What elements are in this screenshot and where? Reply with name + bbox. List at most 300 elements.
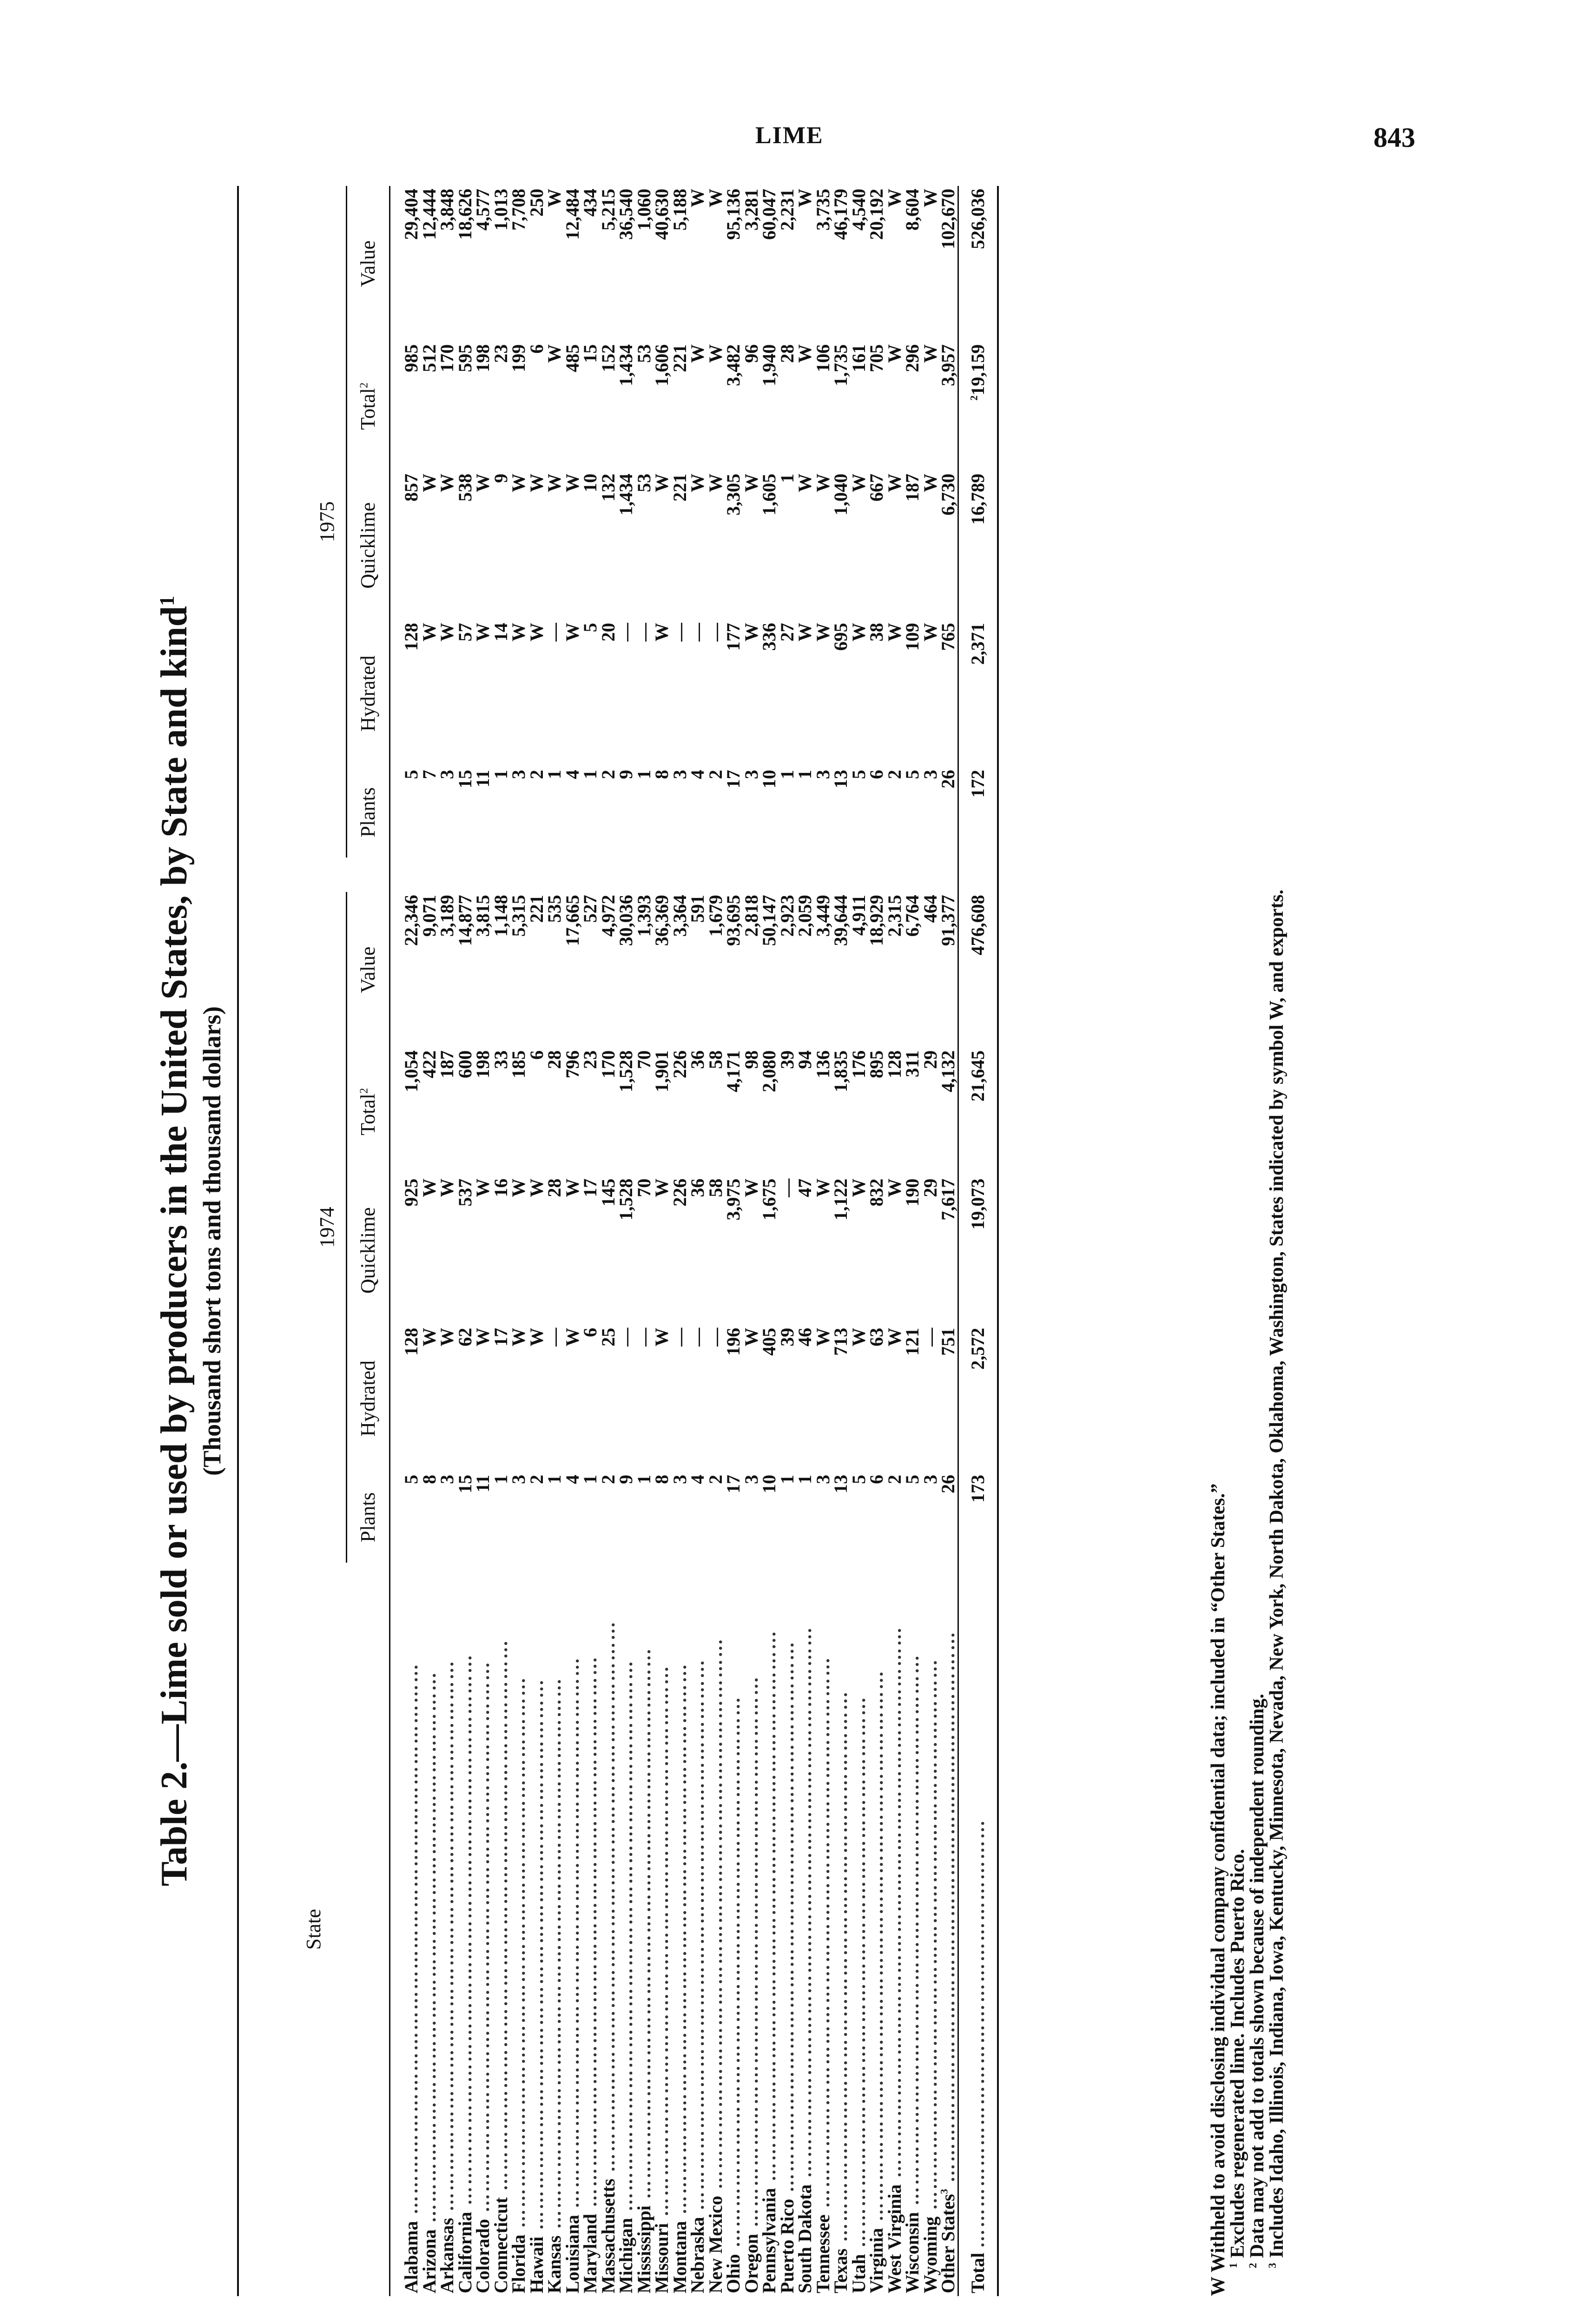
cell-t75: 485 xyxy=(561,344,583,372)
cell-p74: 3 xyxy=(436,1474,457,1484)
cell-q75: 1,605 xyxy=(759,473,779,515)
state-name: Missouri ……………………………………………………………………… xyxy=(651,1664,672,2293)
cell-p74: 3 xyxy=(919,1474,941,1484)
cell-p75: 1 xyxy=(633,770,654,779)
cell-p75: 11 xyxy=(472,770,493,788)
cell-t74: 796 xyxy=(561,1050,583,1078)
cell-v74: 3,364 xyxy=(669,895,690,937)
cell-t75: 1,434 xyxy=(615,344,636,386)
cell-t75: 106 xyxy=(812,344,833,372)
cell-p74: 2 xyxy=(526,1474,547,1484)
cell-p75: 10 xyxy=(759,770,779,789)
total-value-1975: 526,036 xyxy=(958,186,998,342)
cell-v74: 591 xyxy=(687,895,708,923)
cell-v75: 95,136 xyxy=(723,189,744,240)
table-row xyxy=(814,186,832,2296)
state-name: Tennessee ……………………………………………………………………… xyxy=(812,1656,833,2293)
cell-h74: 25 xyxy=(597,1327,619,1347)
cell-t75: 96 xyxy=(740,344,762,363)
col-value-1974: Value xyxy=(347,892,390,1048)
table-row xyxy=(725,186,743,2296)
cell-h74: — xyxy=(919,1327,941,1347)
table-row xyxy=(922,186,940,2296)
cell-q74: 1,528 xyxy=(615,1178,636,1221)
cell-h74: 713 xyxy=(830,1327,851,1356)
cell-v74: 2,059 xyxy=(794,895,815,937)
table-row xyxy=(635,186,654,2296)
cell-t75: 28 xyxy=(776,344,798,363)
cell-t75: 705 xyxy=(866,344,887,372)
cell-q74: 17 xyxy=(580,1178,601,1197)
cell-v75: 3,735 xyxy=(812,189,833,231)
cell-h75: W xyxy=(508,623,529,642)
cell-h74: 751 xyxy=(937,1327,958,1356)
state-name: Puerto Rico ……………………………………………………………………… xyxy=(776,1640,798,2293)
cell-t75: 221 xyxy=(669,344,690,372)
col-hydrated-1974: Hydrated xyxy=(347,1325,390,1472)
cell-h75: W xyxy=(526,623,547,642)
state-name: Utah ……………………………………………………………………… xyxy=(848,1695,869,2293)
cell-v75: 434 xyxy=(580,189,601,217)
cell-t75: 3,957 xyxy=(937,344,958,386)
cell-t75: 595 xyxy=(454,344,475,372)
cell-t75: 1,606 xyxy=(651,344,672,386)
cell-h74: — xyxy=(669,1327,690,1347)
cell-p74: 9 xyxy=(615,1474,636,1484)
cell-v75: 4,577 xyxy=(472,189,493,231)
cell-p74: 10 xyxy=(759,1474,779,1493)
total-row xyxy=(958,186,998,2296)
cell-p75: 26 xyxy=(937,770,958,789)
state-name: Colorado ……………………………………………………………………… xyxy=(472,1660,493,2293)
cell-t75: 296 xyxy=(902,344,923,372)
page-number: 843 xyxy=(1373,122,1415,153)
state-name: Montana ……………………………………………………………………… xyxy=(669,1662,690,2293)
cell-p74: 17 xyxy=(723,1474,744,1493)
cell-t74: 4,171 xyxy=(723,1050,744,1092)
cell-v74: 464 xyxy=(919,895,941,923)
cell-t74: 6 xyxy=(526,1050,547,1060)
cell-v75: 102,670 xyxy=(937,189,958,249)
cell-p74: 5 xyxy=(401,1474,422,1484)
cell-q74: W xyxy=(526,1178,547,1197)
running-head: LIME xyxy=(755,122,824,149)
state-name: Massachusetts ……………………………………………………………………… xyxy=(597,1620,619,2293)
cell-v74: 14,877 xyxy=(454,895,475,946)
state-column-header: State xyxy=(238,1563,390,2296)
col-value-1975: Value xyxy=(347,186,390,342)
cell-h75: W xyxy=(436,623,457,642)
cell-t75: 6 xyxy=(526,344,547,354)
cell-t74: 185 xyxy=(508,1050,529,1078)
total-quicklime-1975: 16,789 xyxy=(958,471,998,620)
table-row xyxy=(743,186,761,2296)
cell-t75: 198 xyxy=(472,344,493,372)
cell-h75: 14 xyxy=(490,623,511,642)
cell-p75: 1 xyxy=(794,770,815,779)
table-row xyxy=(671,186,689,2296)
cell-v75: 36,540 xyxy=(615,189,636,240)
cell-h75: 177 xyxy=(723,623,744,651)
cell-v74: 527 xyxy=(580,895,601,923)
cell-p75: 3 xyxy=(508,770,529,779)
cell-h74: W xyxy=(848,1327,869,1347)
table-row xyxy=(456,186,475,2296)
rotated-table-block xyxy=(144,186,1343,2296)
cell-q75: W xyxy=(544,473,565,492)
year-header-1975: 1975 xyxy=(309,186,347,858)
cell-t75: 152 xyxy=(597,344,619,372)
cell-h74: — xyxy=(633,1327,654,1347)
cell-v75: 1,060 xyxy=(633,189,654,231)
cell-t74: 33 xyxy=(490,1050,511,1069)
table-row xyxy=(528,186,546,2296)
cell-h75: W xyxy=(561,623,583,642)
cell-q75: W xyxy=(740,473,762,492)
cell-v75: 60,047 xyxy=(759,189,779,240)
cell-t74: 23 xyxy=(580,1050,601,1069)
col-total-1974: Total$^2$ xyxy=(347,1048,390,1176)
cell-h75: — xyxy=(615,623,636,642)
cell-t74: 1,835 xyxy=(830,1050,851,1092)
state-name: Louisiana ……………………………………………………………………… xyxy=(561,1656,583,2293)
cell-p74: 4 xyxy=(561,1474,583,1484)
cell-q74: 70 xyxy=(633,1178,654,1197)
cell-h75: 128 xyxy=(401,623,422,651)
table-row xyxy=(904,186,922,2296)
cell-v74: 4,972 xyxy=(597,895,619,937)
cell-q74: 7,617 xyxy=(937,1178,958,1221)
cell-v75: 12,444 xyxy=(418,189,440,240)
cell-v74: 50,147 xyxy=(759,895,779,946)
cell-p74: 3 xyxy=(508,1474,529,1484)
cell-q75: W xyxy=(418,473,440,492)
cell-v75: 7,708 xyxy=(508,189,529,231)
cell-v75: 5,188 xyxy=(669,189,690,231)
cell-v74: 93,695 xyxy=(723,895,744,946)
cell-p74: 5 xyxy=(902,1474,923,1484)
table-row xyxy=(617,186,635,2296)
cell-q75: 1 xyxy=(776,473,798,483)
cell-h75: — xyxy=(705,623,726,642)
cell-t75: 1,940 xyxy=(759,344,779,386)
cell-q74: W xyxy=(848,1178,869,1197)
table-row xyxy=(850,186,868,2296)
cell-v74: 22,346 xyxy=(401,895,422,946)
cell-h75: W xyxy=(794,623,815,642)
cell-v75: 1,013 xyxy=(490,189,511,231)
cell-h75: W xyxy=(884,623,905,642)
state-name: Florida ……………………………………………………………………… xyxy=(508,1676,529,2293)
cell-h74: 121 xyxy=(902,1327,923,1356)
cell-p74: 2 xyxy=(597,1474,619,1484)
cell-p75: 1 xyxy=(776,770,798,779)
cell-h75: W xyxy=(848,623,869,642)
cell-h75: 109 xyxy=(902,623,923,651)
state-name: Connecticut ……………………………………………………………………… xyxy=(490,1638,511,2293)
state-name: Nebraska ……………………………………………………………………… xyxy=(687,1658,708,2293)
cell-q75: W xyxy=(508,473,529,492)
col-plants-1974: Plants xyxy=(347,1472,390,1563)
cell-p75: 3 xyxy=(740,770,762,779)
cell-h75: 27 xyxy=(776,623,798,642)
cell-h74: W xyxy=(436,1327,457,1347)
cell-p75: 1 xyxy=(580,770,601,779)
cell-v74: 39,644 xyxy=(830,895,851,946)
cell-q75: W xyxy=(884,473,905,492)
cell-q75: 667 xyxy=(866,473,887,502)
cell-h74: 46 xyxy=(794,1327,815,1347)
cell-t74: 311 xyxy=(902,1050,923,1077)
cell-p75: 17 xyxy=(723,770,744,789)
cell-t74: 28 xyxy=(544,1050,565,1069)
cell-t74: 39 xyxy=(776,1050,798,1069)
total-total-1974: 21,645 xyxy=(958,1048,998,1176)
cell-v75: 12,484 xyxy=(561,189,583,240)
cell-p75: 3 xyxy=(812,770,833,779)
table-row xyxy=(600,186,618,2296)
cell-q74: W xyxy=(472,1178,493,1197)
cell-t74: 600 xyxy=(454,1050,475,1078)
cell-q74: 190 xyxy=(902,1178,923,1207)
cell-h74: W xyxy=(418,1327,440,1347)
cell-t75: W xyxy=(687,344,708,363)
cell-h75: 57 xyxy=(454,623,475,642)
cell-v74: 1,393 xyxy=(633,895,654,937)
cell-q74: 145 xyxy=(597,1178,619,1207)
cell-p75: 5 xyxy=(902,770,923,779)
cell-q75: W xyxy=(848,473,869,492)
state-name: Texas ……………………………………………………………………… xyxy=(830,1690,851,2293)
cell-h74: W xyxy=(508,1327,529,1347)
cell-p75: 1 xyxy=(490,770,511,779)
cell-v75: 3,848 xyxy=(436,189,457,231)
state-name: Alabama ……………………………………………………………………… xyxy=(401,1662,422,2293)
state-name: South Dakota ……………………………………………………………………… xyxy=(794,1625,815,2293)
cell-q75: 6,730 xyxy=(937,473,958,515)
cell-q75: 132 xyxy=(597,473,619,502)
cell-p74: 3 xyxy=(669,1474,690,1484)
cell-p75: 1 xyxy=(544,770,565,779)
cell-v75: W xyxy=(687,189,708,207)
footnotes xyxy=(1208,186,1287,2296)
cell-p74: 8 xyxy=(418,1474,440,1484)
table-row xyxy=(886,186,904,2296)
state-name: Ohio ……………………………………………………………………… xyxy=(723,1695,744,2293)
cell-h74: W xyxy=(651,1327,672,1347)
cell-q74: W xyxy=(884,1178,905,1197)
col-total-1975: Total$^2$ xyxy=(347,342,390,471)
total-hydrated-1975: 2,371 xyxy=(958,620,998,767)
cell-q75: 1,040 xyxy=(830,473,851,515)
total-hydrated-1974: 2,572 xyxy=(958,1325,998,1472)
cell-q75: W xyxy=(794,473,815,492)
cell-t75: W xyxy=(705,344,726,363)
cell-p75: 3 xyxy=(919,770,941,779)
cell-h74: W xyxy=(526,1327,547,1347)
state-name: Mississippi ……………………………………………………………………… xyxy=(633,1647,654,2293)
cell-q75: 53 xyxy=(633,473,654,492)
table-row xyxy=(689,186,707,2296)
cell-h75: 20 xyxy=(597,623,619,642)
cell-h74: W xyxy=(812,1327,833,1347)
cell-p74: 1 xyxy=(776,1474,798,1484)
cell-p74: 3 xyxy=(812,1474,833,1484)
cell-p74: 8 xyxy=(651,1474,672,1484)
cell-p74: 1 xyxy=(490,1474,511,1484)
footnote-1: $^1$ Excludes regenerated lime. Includes Puerto Rico. xyxy=(1227,1849,1248,2268)
cell-v74: 17,665 xyxy=(561,895,583,946)
cell-t75: 170 xyxy=(436,344,457,372)
cell-v74: 1,679 xyxy=(705,895,726,937)
cell-h74: — xyxy=(687,1327,708,1347)
cell-h75: 336 xyxy=(759,623,779,651)
cell-t75: 23 xyxy=(490,344,511,363)
table-body xyxy=(390,186,958,2296)
cell-p74: 15 xyxy=(454,1474,475,1493)
cell-h75: — xyxy=(687,623,708,642)
cell-p74: 5 xyxy=(848,1474,869,1484)
table-row xyxy=(653,186,671,2296)
table-caption xyxy=(153,186,226,2296)
year-header-1974: 1974 xyxy=(309,892,347,1563)
cell-h75: W xyxy=(418,623,440,642)
cell-t74: 1,528 xyxy=(615,1050,636,1092)
cell-p75: 3 xyxy=(669,770,690,779)
cell-t74: 1,054 xyxy=(401,1050,422,1092)
cell-v74: 2,923 xyxy=(776,895,798,937)
total-plants-1974: 173 xyxy=(958,1472,998,1563)
cell-v75: 5,215 xyxy=(597,189,619,231)
cell-t74: 198 xyxy=(472,1050,493,1078)
cell-v74: 36,369 xyxy=(651,895,672,946)
cell-v74: 2,818 xyxy=(740,895,762,937)
cell-t74: 187 xyxy=(436,1050,457,1078)
cell-t74: 98 xyxy=(740,1050,762,1069)
cell-q75: W xyxy=(812,473,833,492)
cell-p75: 3 xyxy=(436,770,457,779)
cell-h74: — xyxy=(615,1327,636,1347)
cell-q75: W xyxy=(436,473,457,492)
cell-q74: 832 xyxy=(866,1178,887,1207)
state-name: Other States$^3$ ……………………………………………………………………… xyxy=(937,1630,958,2293)
cell-t75: 161 xyxy=(848,344,869,372)
cell-q74: 1,122 xyxy=(830,1178,851,1221)
cell-p75: 4 xyxy=(687,770,708,779)
table-row xyxy=(564,186,582,2296)
cell-h75: — xyxy=(633,623,654,642)
cell-q74: 29 xyxy=(919,1178,941,1197)
table-row xyxy=(546,186,564,2296)
table-row xyxy=(779,186,797,2296)
cell-t75: W xyxy=(544,344,565,363)
cell-p75: 2 xyxy=(597,770,619,779)
cell-t74: 136 xyxy=(812,1050,833,1078)
cell-q74: 925 xyxy=(401,1178,422,1207)
cell-q74: W xyxy=(436,1178,457,1197)
table-row xyxy=(390,186,421,2296)
cell-h74: W xyxy=(884,1327,905,1347)
cell-q75: 221 xyxy=(669,473,690,502)
cell-q75: W xyxy=(526,473,547,492)
cell-v74: 18,929 xyxy=(866,895,887,946)
cell-q75: W xyxy=(561,473,583,492)
cell-q74: 58 xyxy=(705,1178,726,1197)
cell-t75: 985 xyxy=(401,344,422,372)
state-name: Arkansas ……………………………………………………………………… xyxy=(436,1659,457,2293)
cell-v74: 3,449 xyxy=(812,895,833,937)
cell-q75: W xyxy=(651,473,672,492)
col-hydrated-1975: Hydrated xyxy=(347,620,390,767)
cell-q74: W xyxy=(651,1178,672,1197)
cell-q75: 187 xyxy=(902,473,923,502)
cell-p74: 1 xyxy=(580,1474,601,1484)
state-name: Oregon ……………………………………………………………………… xyxy=(740,1675,762,2293)
cell-p75: 6 xyxy=(866,770,887,779)
cell-t74: 128 xyxy=(884,1050,905,1078)
cell-h74: 405 xyxy=(759,1327,779,1356)
table-row xyxy=(492,186,510,2296)
cell-p75: 13 xyxy=(830,770,851,789)
cell-p74: 2 xyxy=(705,1474,726,1484)
state-name: West Virginia ……………………………………………………………………… xyxy=(884,1625,905,2293)
total-total-1975: $^2$19,159 xyxy=(958,342,998,471)
cell-h75: W xyxy=(812,623,833,642)
cell-v75: W xyxy=(794,189,815,207)
cell-t74: 422 xyxy=(418,1050,440,1078)
table-row xyxy=(939,186,958,2296)
cell-v74: 3,815 xyxy=(472,895,493,937)
footnote-3: $^3$ Includes Idaho, Illinois, Indiana, Iowa, Kentucky, Minnesota, Nevada, New York, North Dakota, Oklahoma, Washington, States indicated by symbol W, and exports. xyxy=(1266,889,1287,2268)
table-row xyxy=(707,186,725,2296)
cell-p75: 7 xyxy=(418,770,440,779)
cell-t74: 29 xyxy=(919,1050,941,1069)
cell-v74: 2,315 xyxy=(884,895,905,937)
cell-t74: 170 xyxy=(597,1050,619,1078)
cell-h75: 765 xyxy=(937,623,958,651)
cell-h75: W xyxy=(740,623,762,642)
cell-q74: W xyxy=(561,1178,583,1197)
cell-p75: 5 xyxy=(401,770,422,779)
cell-t74: 70 xyxy=(633,1050,654,1069)
cell-v75: W xyxy=(919,189,941,207)
cell-p75: 2 xyxy=(884,770,905,779)
cell-h74: 196 xyxy=(723,1327,744,1356)
cell-q75: 857 xyxy=(401,473,422,502)
state-name: Wyoming ……………………………………………………………………… xyxy=(919,1657,941,2293)
cell-p75: 2 xyxy=(526,770,547,779)
col-plants-1975: Plants xyxy=(347,767,390,858)
table-row xyxy=(832,186,850,2296)
cell-q74: W xyxy=(740,1178,762,1197)
cell-v74: 1,148 xyxy=(490,895,511,937)
cell-t74: 94 xyxy=(794,1050,815,1069)
cell-v75: 250 xyxy=(526,189,547,217)
cell-v74: 9,071 xyxy=(418,895,440,937)
cell-q75: W xyxy=(919,473,941,492)
cell-v75: 2,231 xyxy=(776,189,798,231)
state-name: Virginia ……………………………………………………………………… xyxy=(866,1669,887,2293)
state-name: Pennsylvania ……………………………………………………………………… xyxy=(759,1629,779,2293)
cell-p75: 5 xyxy=(848,770,869,779)
cell-t75: 512 xyxy=(418,344,440,372)
cell-p75: 8 xyxy=(651,770,672,779)
cell-t74: 2,080 xyxy=(759,1050,779,1092)
table-row xyxy=(474,186,492,2296)
state-name: Hawaii ……………………………………………………………………… xyxy=(526,1677,547,2293)
table-row xyxy=(421,186,439,2296)
cell-v74: 6,764 xyxy=(902,895,923,937)
